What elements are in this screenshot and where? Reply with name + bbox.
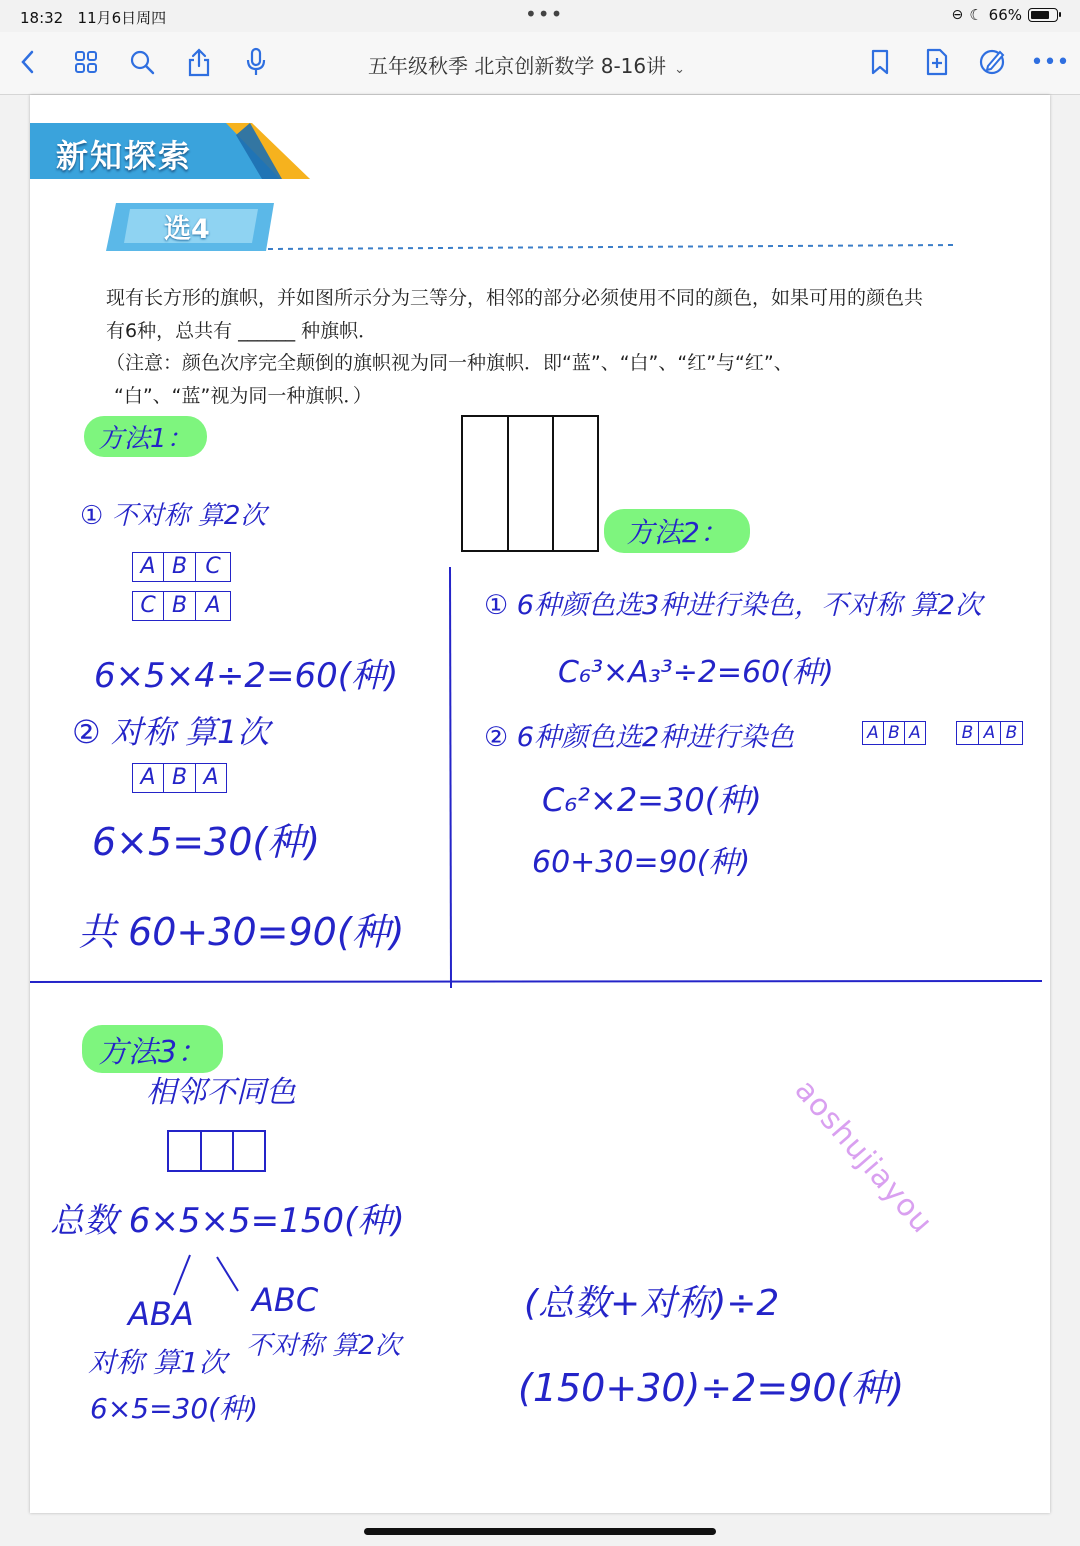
document-title[interactable]: 五年级秋季 北京创新数学 8-16讲 ⌄: [368, 54, 686, 78]
back-icon[interactable]: [12, 46, 44, 78]
watermark: aoshujiayou: [787, 1073, 940, 1241]
method2-calc2: C₆²×2=30(种): [542, 781, 762, 819]
dashed-divider: [268, 245, 955, 249]
method1-step1: ① 不对称 算2次: [80, 501, 267, 531]
method2-step2: ② 6种颜色选2种进行染色: [484, 722, 795, 753]
horizontal-divider: [30, 981, 1042, 982]
bookmark-icon[interactable]: [864, 46, 896, 78]
grid-icon[interactable]: [70, 46, 102, 78]
method1-box-bottom: C B A: [132, 591, 231, 621]
toolbar: [0, 32, 1080, 95]
method1-calc1: 6×5×4÷2=60(种): [94, 656, 399, 696]
flag-diagram: [462, 416, 598, 551]
share-icon[interactable]: [183, 46, 215, 78]
battery-icon: [1028, 8, 1058, 22]
method1-tag: 方法1：: [84, 416, 207, 457]
method3-note: 相邻不同色: [146, 1075, 296, 1110]
more-icon[interactable]: •••: [1030, 49, 1070, 75]
method1-box-top: A B C: [132, 552, 231, 582]
method3-result: (150+30)÷2=90(种): [518, 1366, 905, 1410]
microphone-icon[interactable]: [240, 46, 272, 78]
link-icon: ⊖: [951, 7, 964, 23]
multitask-dots[interactable]: •••: [525, 2, 564, 26]
method2-calc1: C₆³×A₃³÷2=60(种): [558, 655, 834, 690]
moon-icon: ☾: [969, 6, 983, 24]
home-indicator[interactable]: [364, 1528, 716, 1535]
battery-percent: 66%: [988, 6, 1022, 24]
vertical-divider: [450, 567, 451, 988]
method3-left-calc: 6×5=30(种): [90, 1392, 259, 1425]
method3-left-label: ABA: [128, 1295, 194, 1333]
method3-formula: (总数+对称)÷2: [524, 1283, 780, 1324]
status-bar: [0, 0, 1080, 32]
add-page-icon[interactable]: [921, 46, 953, 78]
method1-total: 共 60+30=90(种): [78, 910, 405, 954]
branch-left: [174, 1255, 190, 1295]
method1-calc2: 6×5=30(种): [92, 820, 321, 864]
method2-box-a: A B A: [862, 721, 926, 745]
question-line2: 有6种，总共有 ______ 种旗帜．: [106, 320, 378, 342]
method1-step2: ② 对称 算1次: [72, 713, 270, 751]
document-page: [30, 95, 1050, 1513]
question-line1: 现有长方形的旗帜，并如图所示分为三等分，相邻的部分必须使用不同的颜色，如果可用的颜色共: [106, 287, 924, 309]
method3-tag: 方法3：: [82, 1025, 223, 1073]
section-subtitle: 选4: [164, 214, 210, 245]
search-icon[interactable]: [126, 46, 158, 78]
method3-right-desc: 不对称 算2次: [246, 1331, 401, 1361]
section-title: 新知探索: [56, 137, 193, 175]
status-time: 18:32 11月6日周四: [20, 9, 167, 27]
method3-right-label: ABC: [252, 1281, 319, 1319]
method2-tag: 方法2：: [604, 509, 750, 553]
method3-total: 总数 6×5×5=150(种): [50, 1201, 405, 1241]
markup-icon[interactable]: [977, 46, 1009, 78]
question-line4: “白”、“蓝”视为同一种旗帜．）: [114, 385, 372, 407]
method2-step1: ① 6种颜色选3种进行染色，不对称 算2次: [484, 590, 982, 621]
method1-box-sym: A B A: [132, 763, 227, 793]
method3-flag: [168, 1131, 265, 1171]
status-right: [951, 6, 1058, 24]
question-line3: （注意：颜色次序完全颠倒的旗帜视为同一种旗帜．即“蓝”、“白”、“红”与“红”、: [106, 352, 793, 374]
method2-box-b: B A B: [956, 721, 1023, 745]
method3-left-desc: 对称 算1次: [88, 1346, 227, 1379]
method2-calc3: 60+30=90(种): [532, 845, 751, 880]
branch-right: [217, 1257, 238, 1291]
chevron-down-icon: ⌄: [674, 62, 686, 77]
